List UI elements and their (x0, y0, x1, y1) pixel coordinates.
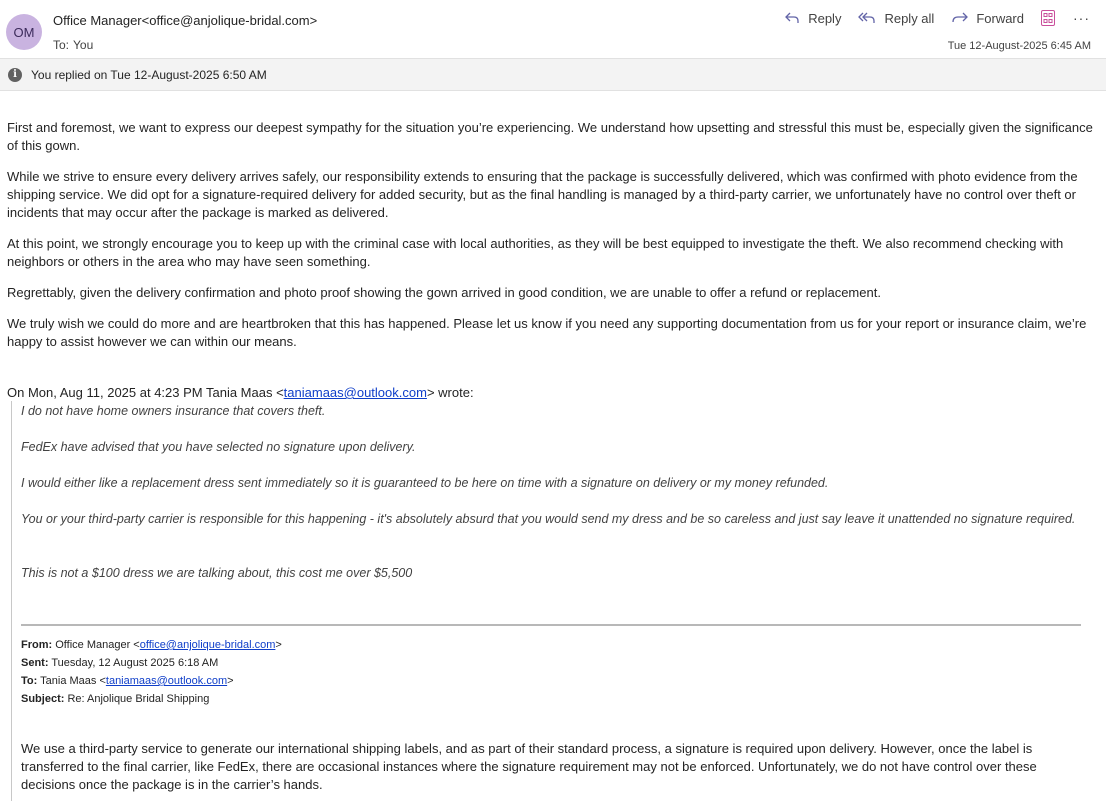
body-paragraph: First and foremost, we want to express our deepest sympathy for the situation you’re experiencing. We understand how upsetting and stressful this must be, especially given the significance of this gown. (7, 120, 1093, 153)
message-header (0, 0, 1106, 58)
avatar[interactable]: OM (6, 14, 42, 50)
sent-label: Sent: (21, 657, 49, 669)
quote-attribution-suffix: > wrote: (426, 385, 474, 400)
quoted-message (11, 401, 1092, 801)
forward-label: Forward (976, 10, 1024, 26)
reply-all-icon (858, 11, 876, 25)
more-options-button[interactable]: ··· (1073, 10, 1090, 26)
quoted-line: This is not a $100 dress we are talking about, this cost me over $5,500 (21, 566, 413, 580)
apps-button[interactable] (1041, 10, 1055, 26)
quoted-to (21, 675, 234, 687)
to-label: To: (21, 675, 38, 687)
quoted-body-paragraph: We use a third-party service to generate our international shipping labels, and as part of their standard process, a signature is required upon delivery. However, once the label is transferred to the final carrier, like FedEx, there are occasional instances where the signature requirement may not be enforced. Unfortunately, we do not have control over these decisions once the package is in the carrier’s hands. (21, 741, 1037, 792)
message-body (7, 119, 1099, 364)
quote-sender-email-link[interactable]: taniamaas@outlook.com (283, 385, 427, 400)
quoted-from (21, 639, 282, 651)
body-paragraph: At this point, we strongly encourage you to keep up with the criminal case with local authorities, as they will be best equipped to investigate the theft. We also recommend checking with neighbors or others in the area who may have seen something. (7, 236, 1064, 269)
forward-icon (951, 11, 969, 25)
subject-value: Re: Anjolique Bridal Shipping (67, 693, 210, 705)
reply-button[interactable] (784, 11, 841, 26)
recipient-line (53, 38, 93, 52)
reply-label: Reply (808, 10, 842, 26)
info-icon: i (8, 68, 22, 82)
quoted-line: I do not have home owners insurance that covers theft. (21, 404, 326, 418)
to-email-link[interactable]: taniamaas@outlook.com (105, 675, 228, 687)
to-name: Tania Maas < (40, 675, 106, 687)
reply-all-label: Reply all (884, 10, 935, 26)
quoted-line: You or your third-party carrier is responsible for this happening - it's absolutely absurd that you would send my dress and be so careless and just say leave it unattended no signature required. (21, 512, 1076, 526)
sent-value: Tuesday, 12 August 2025 6:18 AM (51, 657, 219, 669)
quoted-sent (21, 657, 218, 669)
reply-all-button[interactable] (858, 11, 934, 26)
quote-divider (21, 624, 1081, 626)
from-email-link[interactable]: office@anjolique-bridal.com (139, 639, 276, 651)
from-label: From: (21, 639, 53, 651)
sender-name[interactable]: Office Manager<office@anjolique-bridal.com> (53, 13, 318, 28)
replied-info-text: You replied on Tue 12-August-2025 6:50 AM (31, 67, 267, 82)
quoted-line: FedEx have advised that you have selected no signature upon delivery. (21, 440, 416, 454)
message-actions (784, 10, 1106, 26)
quoted-line: I would either like a replacement dress sent immediately so it is guaranteed to be here on time with a signature on delivery or my money refunded. (21, 476, 829, 490)
quote-attribution (7, 385, 474, 400)
to-label: To: (53, 38, 70, 52)
replied-info-bar (0, 58, 1106, 91)
quoted-subject (21, 693, 209, 705)
from-name: Office Manager < (55, 639, 140, 651)
reply-icon (784, 11, 800, 25)
apps-grid-icon (1041, 10, 1055, 26)
body-paragraph: We truly wish we could do more and are heartbroken that this has happened. Please let us know if you need any supporting documentation from us for your report or insurance claim, we’re happy to assist however we can within our means. (7, 316, 1087, 349)
message-date: Tue 12-August-2025 6:45 AM (947, 40, 1091, 52)
forward-button[interactable] (951, 11, 1024, 26)
from-close: > (275, 639, 282, 651)
body-paragraph: While we strive to ensure every delivery arrives safely, our responsibility extends to ensuring that the package is successfully delivered, which was confirmed with photo evidence from the shipping service. We did opt for a signature-required delivery for added security, but as the final handling is managed by a third-party carrier, we unfortunately have no control over theft or incidents that may occur after the package is marked as delivered. (7, 169, 1078, 220)
recipient-you[interactable]: You (73, 38, 94, 52)
body-paragraph: Regrettably, given the delivery confirmation and photo proof showing the gown arrived in good condition, we are unable to offer a refund or replacement. (7, 285, 881, 300)
quote-attribution-prefix: On Mon, Aug 11, 2025 at 4:23 PM Tania Maas < (7, 385, 284, 400)
subject-label: Subject: (21, 693, 65, 705)
to-close: > (227, 675, 234, 687)
